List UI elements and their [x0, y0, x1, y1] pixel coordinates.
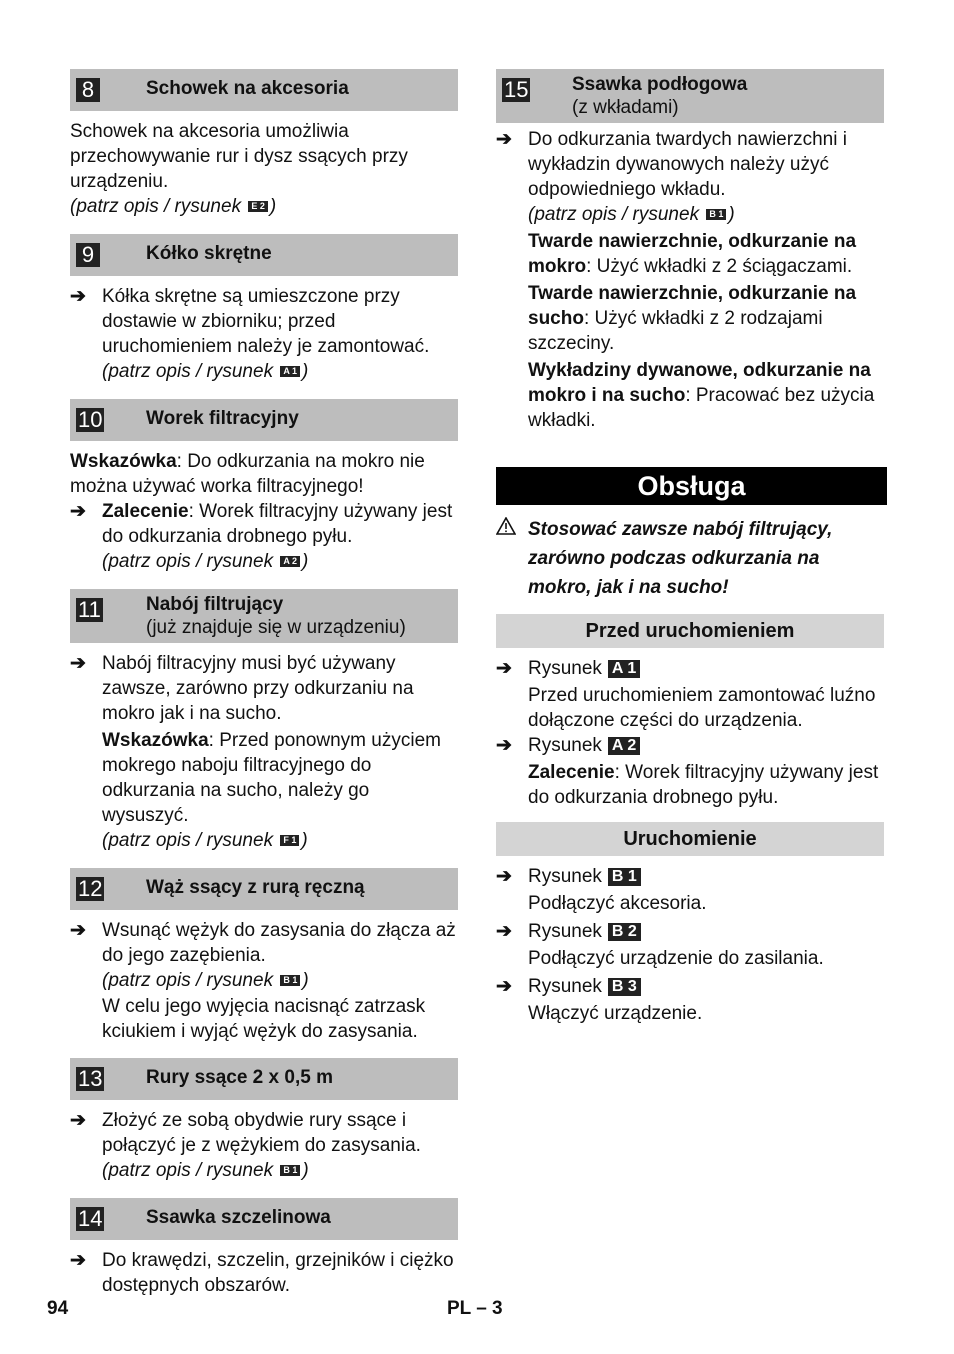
step-label: Rysunek — [528, 866, 602, 887]
section-number: 12 — [78, 876, 103, 901]
figure-label: A 2 — [280, 556, 300, 567]
warning-icon — [496, 517, 516, 541]
section-number: 9 — [76, 243, 100, 267]
list-item — [70, 499, 458, 549]
ref-text: (patrz opis / rysunek — [102, 551, 274, 572]
section-number: 11 — [78, 597, 101, 622]
arrow-icon: ➔ — [70, 501, 86, 522]
section-subtitle: (z wkładami) — [572, 97, 679, 118]
arrow-icon: ➔ — [496, 658, 512, 679]
ref-close: ) — [302, 551, 309, 572]
section-title: Nabój filtrujący — [146, 594, 284, 615]
figure-label: E 2 — [248, 201, 268, 212]
figure-reference — [70, 1158, 458, 1184]
section-number: 10 — [78, 407, 103, 432]
figure-reference — [70, 359, 458, 385]
warning — [496, 515, 887, 602]
right-column — [496, 69, 887, 1026]
page-number: 94 — [47, 1298, 69, 1319]
figure-label: A 2 — [608, 737, 640, 755]
section-14 — [70, 1198, 458, 1298]
section-15-header — [496, 69, 884, 123]
item-text: Do odkurzania twardych nawierzchni i wykładzin dywanowych należy użyć odpowiedniego wkładu. — [528, 129, 847, 200]
ref-text: (patrz opis / rysunek — [102, 361, 274, 382]
arrow-icon: ➔ — [70, 653, 86, 674]
section-13-header — [70, 1058, 458, 1100]
section-15 — [496, 69, 887, 433]
step-label: Rysunek — [528, 658, 602, 679]
paragraph — [496, 281, 887, 356]
arrow-icon: ➔ — [70, 286, 86, 307]
paragraph-label: Wykładziny dywanowe, odkurzanie na mokro i na sucho — [528, 360, 871, 406]
step-label: Rysunek — [528, 976, 602, 997]
section-title: Schowek na akcesoria — [146, 78, 349, 99]
list-item — [496, 864, 887, 889]
ref-close: ) — [269, 196, 277, 217]
paragraph — [496, 358, 887, 433]
item-text: Złożyć ze sobą obydwie rury ssące i połączyć je z wężykiem do zasysania. — [102, 1110, 421, 1156]
figure-reference — [70, 968, 458, 994]
item-text: Wsunąć wężyk do zasysania do złącza aż do jego zazębienia. — [102, 920, 456, 966]
figure-label: B 3 — [608, 978, 641, 996]
arrow-icon: ➔ — [70, 920, 86, 941]
figure-reference — [496, 202, 887, 228]
figure-label: B 2 — [608, 923, 641, 941]
step-bold: Zalecenie — [528, 762, 615, 783]
step-text: Podłączyć akcesoria. — [528, 893, 707, 914]
section-number: 13 — [78, 1066, 103, 1091]
item-label: Zalecenie — [102, 501, 189, 522]
left-column — [70, 69, 458, 1312]
ref-close: ) — [301, 830, 308, 851]
section-subtitle: (już znajduje się w urządzeniu) — [146, 617, 406, 638]
figure-label: B 1 — [608, 868, 641, 886]
step-label: Rysunek — [528, 921, 602, 942]
step-text: Podłączyć urządzenie do zasilania. — [528, 948, 824, 969]
note-label: Wskazówka — [70, 451, 177, 472]
section-11 — [70, 589, 458, 854]
list-item — [70, 1108, 458, 1158]
figure-label: A 1 — [280, 366, 300, 377]
paragraph-text: : Użyć wkładki z 2 ściągaczami. — [586, 256, 853, 277]
step-text: Włączyć urządzenie. — [528, 1003, 703, 1024]
ref-text: (patrz opis / rysunek — [102, 970, 274, 991]
section-11-header — [70, 589, 458, 643]
paragraph-label: Twarde nawierzchnie, odkurzanie na sucho — [528, 283, 857, 329]
ref-text: (patrz opis / rysunek — [70, 196, 242, 217]
list-item — [496, 919, 887, 944]
section-12 — [70, 868, 458, 1044]
ref-close: ) — [302, 1160, 309, 1181]
section-title: Kółko skrętne — [146, 243, 272, 264]
note-label: Wskazówka — [102, 730, 209, 751]
section-9 — [70, 234, 458, 385]
paragraph-text: : Użyć wkładki z 2 rodzajami szczeciny. — [528, 308, 823, 354]
step-label: Rysunek — [528, 735, 602, 756]
list-item — [70, 284, 458, 359]
item-text: : Worek filtracyjny używany jest do odkurzania drobnego pyłu. — [102, 501, 453, 547]
ref-text: (patrz opis / rysunek — [102, 830, 274, 851]
section-title: Wąż ssący z rurą ręczną — [146, 877, 365, 898]
arrow-icon: ➔ — [496, 921, 512, 942]
step-text-body: : Worek filtracyjny używany jest do odkurzania drobnego pyłu. — [528, 762, 879, 808]
section-10-header — [70, 399, 458, 441]
subsection-title: Uruchomienie — [496, 822, 884, 856]
figure-label: B 1 — [280, 975, 300, 986]
figure-label: B 1 — [280, 1165, 300, 1176]
list-item — [496, 733, 887, 758]
section-number: 15 — [504, 77, 529, 102]
list-item — [496, 127, 887, 202]
arrow-icon: ➔ — [496, 866, 512, 887]
arrow-icon: ➔ — [496, 976, 512, 997]
arrow-icon: ➔ — [70, 1250, 86, 1271]
section-title: Worek filtracyjny — [146, 408, 299, 429]
section-title: Ssawka podłogowa — [572, 74, 748, 95]
note — [70, 728, 458, 828]
list-item — [70, 918, 458, 968]
list-item — [70, 1248, 458, 1298]
ref-close: ) — [728, 204, 735, 225]
note-text: : Do odkurzania na mokro nie można używać worka filtracyjnego! — [70, 451, 425, 497]
item-text: Do krawędzi, szczelin, grzejników i ciężko dostępnych obszarów. — [102, 1250, 454, 1296]
ref-text: (patrz opis / rysunek — [528, 204, 700, 225]
section-number: 8 — [76, 78, 100, 102]
section-12-header — [70, 868, 458, 910]
warning-text: Stosować zawsze nabój filtrujący, zarówno podczas odkurzania na mokro, jak i na sucho! — [528, 519, 833, 598]
section-8-header — [70, 69, 458, 111]
section-number: 14 — [78, 1206, 103, 1231]
ref-close: ) — [302, 970, 309, 991]
figure-label: A 1 — [608, 660, 640, 678]
ref-close: ) — [302, 361, 309, 382]
section-13 — [70, 1058, 458, 1184]
section-9-header — [70, 234, 458, 276]
figure-reference — [70, 828, 458, 854]
section-8 — [70, 69, 458, 220]
paragraph — [496, 229, 887, 279]
language-page-label: PL – 3 — [447, 1298, 503, 1319]
section-14-header — [70, 1198, 458, 1240]
note — [70, 449, 458, 499]
note-text: : Przed ponownym użyciem mokrego naboju filtracyjnego do odkurzania na sucho, należy go wysuszyć. — [102, 730, 441, 826]
item-text: Kółka skrętne są umieszczone przy dostawie w zbiorniku; przed uruchomieniem należy je zamontować. — [102, 286, 430, 357]
figure-label: B 1 — [706, 209, 726, 220]
extra-text: W celu jego wyjęcia nacisnąć zatrzask kciukiem i wyjąć wężyk do zasysania. — [102, 996, 426, 1042]
chapter-title: Obsługa — [496, 467, 887, 505]
step-text: Przed uruchomieniem zamontować luźno dołączone części do urządzenia. — [528, 685, 876, 731]
item-text: Nabój filtracyjny musi być używany zawsze, zarówno przy odkurzaniu na mokro jak i na sucho. — [102, 653, 414, 724]
step-text — [496, 760, 887, 810]
paragraph-label: Twarde nawierzchnie, odkurzanie na mokro — [528, 231, 857, 277]
figure-reference — [70, 194, 458, 220]
arrow-icon: ➔ — [496, 129, 512, 150]
list-item — [496, 974, 887, 999]
ref-text: (patrz opis / rysunek — [102, 1160, 274, 1181]
arrow-icon: ➔ — [496, 735, 512, 756]
figure-label: F 1 — [280, 835, 299, 846]
section-title: Rury ssące 2 x 0,5 m — [146, 1067, 333, 1088]
paragraph-text: : Pracować bez użycia wkładki. — [528, 385, 875, 431]
section-title: Ssawka szczelinowa — [146, 1207, 331, 1228]
section-body: Schowek na akcesoria umożliwia przechowywanie rur i dysz ssących przy urządzeniu. — [70, 121, 408, 192]
arrow-icon: ➔ — [70, 1110, 86, 1131]
section-10 — [70, 399, 458, 575]
list-item — [70, 651, 458, 726]
figure-reference — [70, 549, 458, 575]
list-item — [496, 656, 887, 681]
subsection-title: Przed uruchomieniem — [496, 614, 884, 648]
